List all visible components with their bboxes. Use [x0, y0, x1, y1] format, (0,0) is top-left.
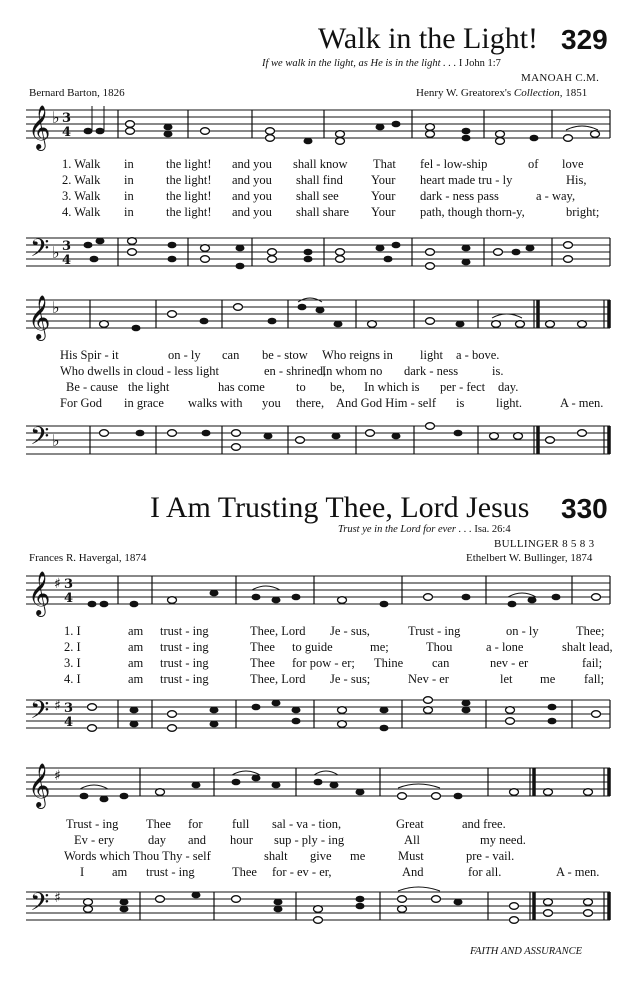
lyric: Must	[398, 849, 424, 863]
verse-row	[0, 624, 640, 640]
lyric: of	[528, 157, 539, 171]
bass-clef-icon: 𝄢	[30, 696, 50, 731]
lyric: can	[432, 656, 450, 670]
lyric: me	[540, 672, 556, 686]
lyric: dark - ness pass	[420, 189, 499, 203]
sharp-icon: ♯	[54, 698, 61, 714]
lyric: en - shrined,	[264, 364, 327, 378]
lyric: Trust - ing	[408, 624, 461, 638]
hymn-330-system-2-lyrics	[0, 817, 640, 881]
lyric: Thee;	[576, 624, 605, 638]
verse-row	[0, 817, 640, 833]
staff-lines	[26, 110, 610, 138]
lyric: dark - ness	[404, 364, 459, 378]
verse-row	[0, 640, 640, 656]
lyric: Je - sus;	[330, 672, 371, 686]
staff-329-1-bass	[0, 222, 640, 282]
hymn-329-number: 329	[561, 24, 608, 55]
lyric: and you	[232, 173, 272, 187]
lyric: Thine	[374, 656, 404, 670]
flat-icon: ♭	[52, 298, 60, 317]
verse-row	[0, 833, 640, 849]
verse-row	[0, 380, 640, 396]
staff-329-2-bass	[0, 410, 640, 470]
lyric: Nev - er	[408, 672, 449, 686]
lyric: love	[562, 157, 584, 171]
lyric: hour	[230, 833, 253, 847]
hymn-330-number: 330	[561, 493, 608, 524]
lyric: a - way,	[536, 189, 576, 203]
lyric: on - ly	[168, 348, 201, 362]
lyric: can	[222, 348, 240, 362]
lyric: Be - cause	[66, 380, 119, 394]
lyric: in	[124, 189, 134, 203]
lyric: Thee, Lord	[250, 624, 306, 638]
hymn-329-scripture-ref: I John 1:7	[458, 58, 501, 69]
lyric: am	[128, 672, 144, 686]
lyric: day.	[498, 380, 519, 394]
lyric: 2. Walk	[62, 173, 101, 187]
lyric: Thee	[250, 640, 275, 654]
verse-row	[0, 205, 640, 221]
hymn-329-title: Walk in the Light!	[318, 22, 539, 55]
treble-clef-icon: 𝄞	[28, 763, 51, 807]
flat-icon: ♭	[52, 431, 60, 450]
lyric: Your	[371, 189, 396, 203]
lyric: Great	[396, 817, 424, 831]
flat-icon: ♭	[52, 108, 60, 127]
svg-text:4: 4	[62, 125, 72, 140]
lyric: a - lone	[486, 640, 524, 654]
verse-row	[0, 849, 640, 865]
lyric: And	[402, 865, 424, 879]
lyric: trust - ing	[160, 640, 209, 654]
lyric: for pow - er;	[292, 656, 355, 670]
lyric: the light!	[166, 157, 212, 171]
treble-clef-icon: 𝄞	[28, 571, 51, 615]
lyric: in	[124, 173, 134, 187]
lyric: 2. I	[64, 640, 81, 654]
hymn-329-text-author: Bernard Barton, 1826	[29, 87, 125, 99]
hymn-329-scripture-text: If we walk in the light, as He is in the light . . .	[262, 58, 457, 69]
lyric: on - ly	[506, 624, 539, 638]
hymn-329-scripture	[262, 58, 501, 69]
hymn-330-music-credit: Ethelbert W. Bullinger, 1874	[466, 552, 593, 564]
lyric: pre - vail.	[466, 849, 515, 863]
sharp-icon: ♯	[54, 576, 61, 592]
lyric: and you	[232, 157, 272, 171]
lyric: am	[128, 640, 144, 654]
lyric: sup - ply - ing	[274, 833, 345, 847]
lyric: Your	[371, 173, 396, 187]
lyric: Your	[371, 205, 396, 219]
lyric: Ev - ery	[74, 833, 115, 847]
hymn-330-scripture	[338, 524, 511, 535]
lyric: let	[500, 672, 513, 686]
hymn-329-system-2-lyrics	[0, 348, 640, 412]
flat-icon: ♭	[52, 243, 60, 262]
lyric: for all.	[468, 865, 502, 879]
lyric: All	[404, 833, 420, 847]
lyric: my need.	[480, 833, 526, 847]
lyric: is	[456, 396, 465, 410]
music-credit-year: 1851	[562, 87, 588, 99]
staff-329-1-treble	[0, 100, 640, 160]
bass-clef-icon: 𝄢	[30, 234, 50, 269]
lyric: I	[80, 865, 85, 879]
lyric: shalt	[264, 849, 288, 863]
lyric: the light!	[166, 173, 212, 187]
lyric: 1. Walk	[62, 157, 101, 171]
lyric: light.	[496, 396, 523, 410]
lyric: shalt lead,	[562, 640, 613, 654]
lyric: for - ev - er,	[272, 865, 332, 879]
staff-330-1-treble	[0, 566, 640, 626]
lyric: fail;	[582, 656, 603, 670]
lyric: shall find	[296, 173, 343, 187]
lyric: 4. Walk	[62, 205, 101, 219]
lyric: For God	[60, 396, 103, 410]
lyric: Thee	[250, 656, 275, 670]
lyric: nev - er	[490, 656, 529, 670]
lyric: heart made tru - ly	[420, 173, 513, 187]
staff-329-2-treble	[0, 290, 640, 350]
lyric: shall know	[293, 157, 348, 171]
lyric: walks with	[188, 396, 243, 410]
staff-330-2-bass	[0, 876, 640, 936]
lyric: Thee, Lord	[250, 672, 306, 686]
lyric: His Spir - it	[60, 348, 119, 362]
lyric: in	[124, 205, 134, 219]
sharp-icon: ♯	[54, 890, 61, 906]
lyric: trust - ing	[160, 624, 209, 638]
bass-notes	[84, 238, 573, 270]
melody-notes	[100, 298, 587, 331]
verse-row	[0, 364, 640, 380]
staff-330-2-treble	[0, 758, 640, 818]
section-footer: FAITH AND ASSURANCE	[470, 946, 583, 957]
lyric: fel - low-ship	[420, 157, 488, 171]
staff-330-1-bass	[0, 684, 640, 744]
verse-row	[0, 348, 640, 364]
bass-clef-icon: 𝄢	[30, 888, 50, 923]
lyric: to	[296, 380, 306, 394]
lyric: full	[232, 817, 250, 831]
lyric: 3. Walk	[62, 189, 101, 203]
lyric: A - men.	[560, 396, 604, 410]
lyric: in grace	[124, 396, 164, 410]
lyric: for	[188, 817, 203, 831]
lyric: His,	[566, 173, 587, 187]
lyric: and you	[232, 189, 272, 203]
lyric: In which is	[364, 380, 420, 394]
lyric: day	[148, 833, 167, 847]
lyric: Words which Thou Thy - self	[64, 849, 211, 863]
lyric: path, though thorn-y,	[420, 205, 525, 219]
verse-row	[0, 173, 640, 189]
lyric: me	[350, 849, 366, 863]
lyric: Trust - ing	[66, 817, 119, 831]
lyric: Thou	[426, 640, 453, 654]
verse-row	[0, 189, 640, 205]
svg-text:3: 3	[64, 577, 74, 592]
svg-text:4: 4	[64, 715, 74, 730]
lyric: Who reigns in	[322, 348, 393, 362]
verse-row	[0, 656, 640, 672]
lyric: be,	[330, 380, 345, 394]
lyric: shall see	[296, 189, 339, 203]
lyric: Je - sus,	[330, 624, 370, 638]
melody-notes	[80, 771, 593, 802]
lyric: In whom no	[322, 364, 383, 378]
lyric: trust - ing	[160, 656, 209, 670]
lyric: light	[420, 348, 443, 362]
lyric: A - men.	[556, 865, 600, 879]
lyric: there,	[296, 396, 325, 410]
svg-text:3: 3	[64, 701, 74, 716]
lyric: 4. I	[64, 672, 81, 686]
hymn-330-scripture-ref: Isa. 26:4	[474, 524, 511, 535]
lyric: and free.	[462, 817, 506, 831]
lyric: shall share	[296, 205, 350, 219]
lyric: Thee	[146, 817, 171, 831]
lyric: and	[188, 833, 207, 847]
hymn-330-tune: BULLINGER 8 5 8 3	[494, 538, 595, 550]
lyric: sal - va - tion,	[272, 817, 342, 831]
lyric: And God Him - self	[336, 396, 436, 410]
hymn-330-text-author: Frances R. Havergal, 1874	[29, 552, 147, 564]
svg-text:4: 4	[64, 591, 74, 606]
lyric: me;	[370, 640, 389, 654]
hymn-329-tune: MANOAH C.M.	[521, 72, 600, 84]
music-credit-source: Collection,	[513, 87, 563, 99]
lyric: the light	[128, 380, 170, 394]
lyric: give	[310, 849, 332, 863]
lyric: fall;	[584, 672, 605, 686]
bass-clef-icon: 𝄢	[30, 422, 50, 457]
hymn-329-system-1-lyrics	[0, 157, 640, 221]
sharp-icon: ♯	[54, 768, 61, 784]
lyric: in	[124, 157, 134, 171]
treble-clef-icon: 𝄞	[28, 105, 51, 149]
lyric: That	[373, 157, 396, 171]
lyric: trust - ing	[146, 865, 195, 879]
lyric: is.	[492, 364, 504, 378]
lyric: per - fect	[440, 380, 486, 394]
music-credit-prefix: Henry W. Greatorex's	[416, 87, 514, 99]
lyric: trust - ing	[160, 672, 209, 686]
svg-text:3: 3	[62, 239, 72, 254]
lyric: the light!	[166, 205, 212, 219]
lyric: Who dwells in cloud - less light	[60, 364, 220, 378]
lyric: bright;	[566, 205, 600, 219]
lyric: to guide	[292, 640, 333, 654]
hymn-330-scripture-text: Trust ye in the Lord for ever . . .	[338, 524, 472, 535]
svg-text:3: 3	[62, 111, 72, 126]
bass-notes	[100, 423, 587, 451]
treble-clef-icon: 𝄞	[28, 295, 51, 339]
lyric: and you	[232, 205, 272, 219]
hymn-330-system-1-lyrics	[0, 624, 640, 688]
lyric: am	[128, 656, 144, 670]
hymn-329-music-credit	[416, 87, 587, 99]
hymn-330-title: I Am Trusting Thee, Lord Jesus	[150, 491, 530, 524]
lyric: you	[262, 396, 281, 410]
lyric: 1. I	[64, 624, 81, 638]
lyric: am	[128, 624, 144, 638]
svg-text:4: 4	[62, 253, 72, 268]
lyric: a - bove.	[456, 348, 500, 362]
melody-notes	[84, 106, 600, 144]
lyric: has come	[218, 380, 265, 394]
lyric: the light!	[166, 189, 212, 203]
lyric: be - stow	[262, 348, 308, 362]
lyric: Thee	[232, 865, 257, 879]
verse-row	[0, 157, 640, 173]
lyric: am	[112, 865, 128, 879]
lyric: 3. I	[64, 656, 81, 670]
